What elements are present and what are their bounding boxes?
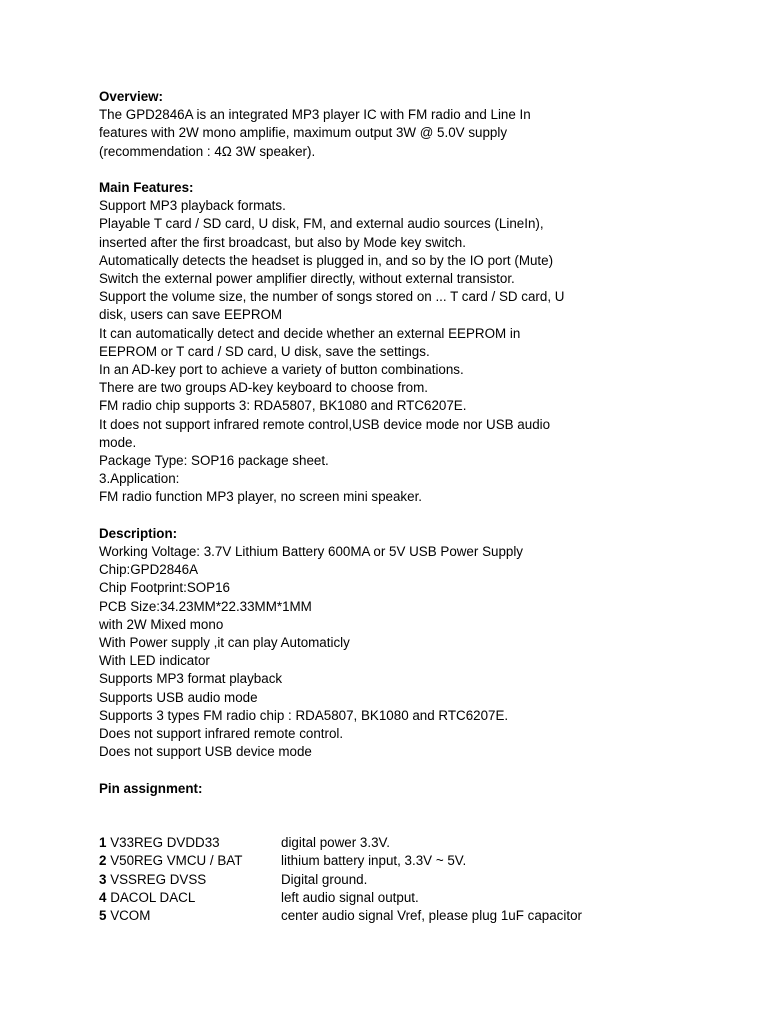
description-line: Supports 3 types FM radio chip : RDA5807, BK1080 and RTC6207E.: [99, 707, 509, 723]
description-line: Supports USB audio mode: [99, 689, 258, 705]
pin-label: [99, 852, 281, 870]
description-line: Chip:GPD2846A: [99, 562, 198, 578]
feature-line: Support MP3 playback formats.: [99, 198, 286, 214]
pin-label: [99, 834, 281, 852]
pin-description: Digital ground.: [281, 871, 368, 887]
overview-line: The GPD2846A is an integrated MP3 player IC with FM radio and Line In: [99, 107, 531, 123]
feature-line: There are two groups AD-key keyboard to choose from.: [99, 380, 428, 396]
overview-line: (recommendation : 4Ω 3W speaker).: [99, 143, 316, 159]
pin-number: 3: [99, 871, 107, 887]
feature-line: It can automatically detect and decide whether an external EEPROM in: [99, 325, 521, 341]
pin-name: V50REG VMCU / BAT: [110, 853, 243, 869]
overview-heading: Overview:: [99, 89, 164, 104]
pin-description: lithium battery input, 3.3V ~ 5V.: [281, 853, 467, 869]
description-line: Working Voltage: 3.7V Lithium Battery 600MA or 5V USB Power Supply: [99, 544, 524, 560]
feature-line: It does not support infrared remote control,USB device mode nor USB audio: [99, 416, 551, 432]
feature-line: FM radio function MP3 player, no screen mini speaker.: [99, 489, 423, 505]
pin-description: left audio signal output.: [281, 889, 419, 905]
feature-line: Playable T card / SD card, U disk, FM, and external audio sources (LineIn),: [99, 216, 544, 232]
feature-line: EEPROM or T card / SD card, U disk, save the settings.: [99, 343, 430, 359]
feature-line: Support the volume size, the number of songs stored on ... T card / SD card, U: [99, 289, 565, 305]
description-heading: Description:: [99, 525, 178, 541]
pin-number: 2: [99, 853, 107, 869]
pin-assignment-section: [99, 780, 659, 926]
pin-name: DACOL DACL: [110, 889, 196, 905]
description-line: PCB Size:34.23MM*22.33MM*1MM: [99, 598, 312, 614]
document-page: [99, 88, 659, 925]
pin-assignment-heading: Pin assignment:: [99, 780, 203, 796]
overview-line: features with 2W mono amplifie, maximum output 3W @ 5.0V supply: [99, 125, 508, 141]
pin-row: [99, 834, 659, 852]
pin-row: [99, 871, 659, 889]
pin-label: [99, 871, 281, 889]
description-line: Does not support USB device mode: [99, 744, 312, 760]
main-features-section: [99, 179, 659, 507]
feature-line: disk, users can save EEPROM: [99, 307, 283, 323]
pin-number: 5: [99, 908, 107, 924]
feature-line: inserted after the first broadcast, but also by Mode key switch.: [99, 234, 466, 250]
pin-label: [99, 889, 281, 907]
pin-table: [99, 834, 659, 925]
pin-number: 4: [99, 889, 107, 905]
feature-line: mode.: [99, 434, 137, 450]
pin-name: VCOM: [110, 908, 151, 924]
pin-row: [99, 852, 659, 870]
description-line: Does not support infrared remote control.: [99, 726, 344, 742]
feature-line: 3.Application:: [99, 471, 180, 487]
description-line: Supports MP3 format playback: [99, 671, 283, 687]
main-features-heading: Main Features:: [99, 180, 194, 195]
feature-line: Switch the external power amplifier directly, without external transistor.: [99, 271, 515, 287]
pin-row: [99, 889, 659, 907]
pin-label: [99, 907, 281, 925]
feature-line: In an AD-key port to achieve a variety of button combinations.: [99, 362, 464, 378]
description-line: With Power supply ,it can play Automaticly: [99, 635, 350, 651]
pin-number: 1: [99, 835, 107, 851]
pin-description: center audio signal Vref, please plug 1uF capacitor: [281, 908, 582, 924]
description-line: With LED indicator: [99, 653, 210, 669]
feature-line: FM radio chip supports 3: RDA5807, BK1080 and RTC6207E.: [99, 398, 467, 414]
pin-description: digital power 3.3V.: [281, 835, 390, 851]
pin-name: VSSREG DVSS: [110, 871, 207, 887]
pin-row: [99, 907, 659, 925]
description-line: Chip Footprint:SOP16: [99, 580, 230, 596]
overview-section: [99, 88, 659, 161]
description-line: with 2W Mixed mono: [99, 616, 224, 632]
feature-line: Automatically detects the headset is plugged in, and so by the IO port (Mute): [99, 252, 554, 268]
pin-name: V33REG DVDD33: [110, 835, 220, 851]
feature-line: Package Type: SOP16 package sheet.: [99, 453, 329, 469]
description-section: [99, 525, 659, 762]
